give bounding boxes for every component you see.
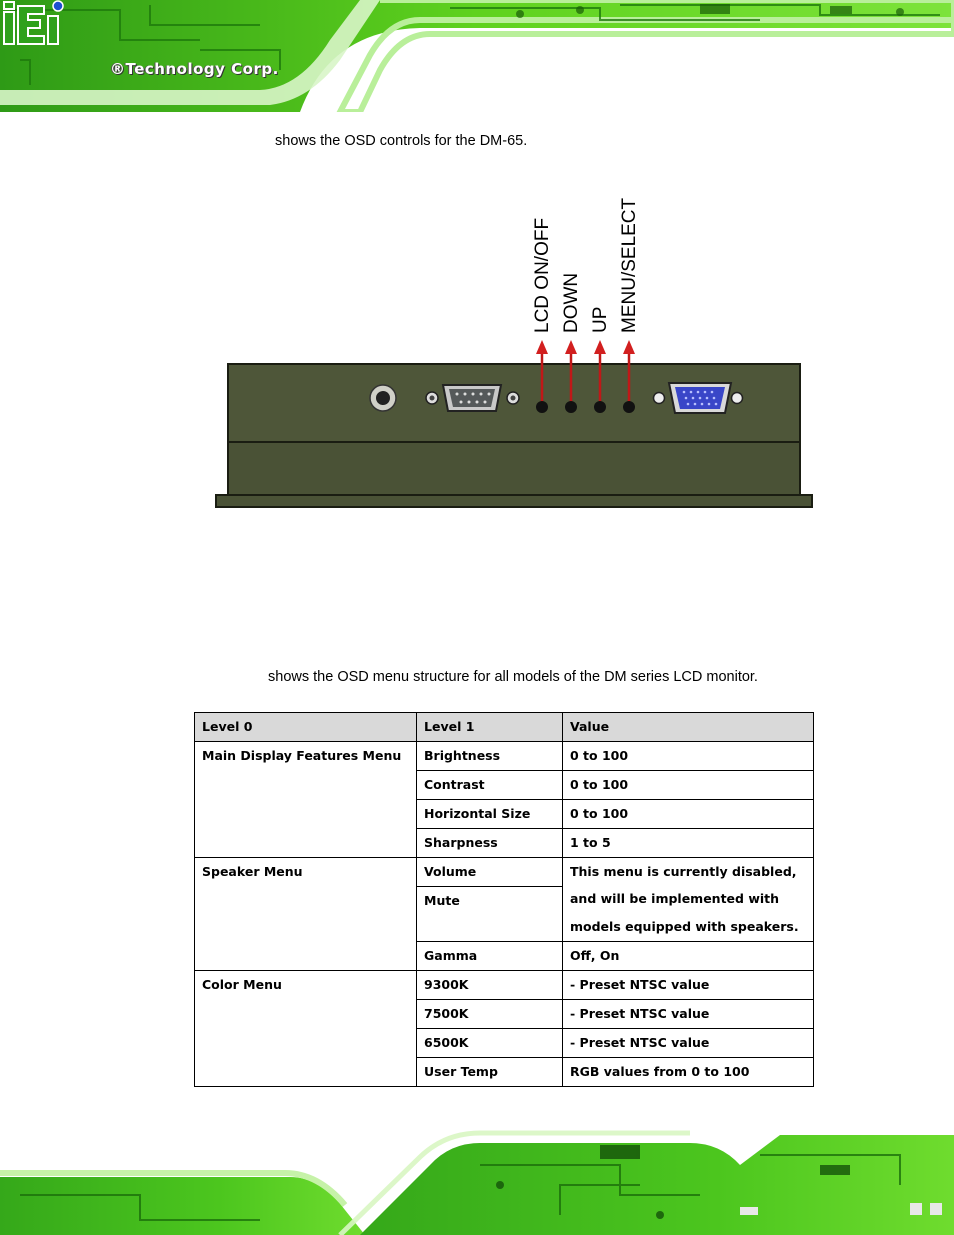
- value-cell: - Preset NTSC value: [563, 1000, 814, 1029]
- level1-cell: 6500K: [417, 1029, 563, 1058]
- level1-cell: Sharpness: [417, 829, 563, 858]
- level0-cell: Main Display Features Menu: [195, 742, 417, 858]
- table-row: [195, 742, 814, 771]
- level1-cell: Horizontal Size: [417, 800, 563, 829]
- label-up: UP: [590, 306, 611, 333]
- circuit-board-footer: [0, 1125, 954, 1235]
- osd-menu-table: [194, 712, 814, 1087]
- value-cell: 0 to 100: [563, 771, 814, 800]
- level1-cell: 7500K: [417, 1000, 563, 1029]
- company-name: ®Technology Corp.: [110, 60, 279, 78]
- level1-cell: Volume: [417, 858, 563, 887]
- figure-caption: shows the OSD controls for the DM-65.: [275, 133, 528, 149]
- table-row: [195, 858, 814, 887]
- value-line: This menu is currently disabled,: [570, 864, 797, 879]
- value-cell: 0 to 100: [563, 742, 814, 771]
- level1-cell: Brightness: [417, 742, 563, 771]
- value-cell: RGB values from 0 to 100: [563, 1058, 814, 1087]
- power-jack-icon: [370, 385, 396, 411]
- monitor-lower-panel: [228, 442, 800, 496]
- table-caption: shows the OSD menu structure for all models of the DM series LCD monitor.: [268, 669, 758, 685]
- table-row: [195, 971, 814, 1000]
- level0-cell: Color Menu: [195, 971, 417, 1087]
- level0-cell: Speaker Menu: [195, 858, 417, 971]
- level1-cell: 9300K: [417, 971, 563, 1000]
- value-cell: - Preset NTSC value: [563, 1029, 814, 1058]
- level1-cell: User Temp: [417, 1058, 563, 1087]
- value-cell: - Preset NTSC value: [563, 971, 814, 1000]
- label-lcd-onoff: LCD ON/OFF: [532, 217, 553, 333]
- table-header-row: [195, 713, 814, 742]
- monitor-panel-svg: [200, 180, 820, 520]
- value-cell: Off, On: [563, 942, 814, 971]
- header-level0: Level 0: [195, 713, 417, 742]
- level1-cell: Mute: [417, 887, 563, 942]
- monitor-base: [216, 495, 812, 507]
- iei-logo-icon: [0, 0, 70, 48]
- label-menu-select: MENU/SELECT: [619, 197, 640, 333]
- value-cell: [563, 858, 814, 942]
- level1-cell: Gamma: [417, 942, 563, 971]
- value-cell: 0 to 100: [563, 800, 814, 829]
- osd-controls-diagram: [200, 180, 820, 520]
- value-line: models equipped with speakers.: [570, 919, 799, 934]
- label-down: DOWN: [561, 272, 582, 333]
- header-value: Value: [563, 713, 814, 742]
- page-header: [0, 0, 954, 112]
- circuit-board-banner: [0, 0, 954, 112]
- page-footer: [0, 1125, 954, 1235]
- value-line: and will be implemented with: [570, 891, 780, 906]
- level1-cell: Contrast: [417, 771, 563, 800]
- value-cell: 1 to 5: [563, 829, 814, 858]
- header-level1: Level 1: [417, 713, 563, 742]
